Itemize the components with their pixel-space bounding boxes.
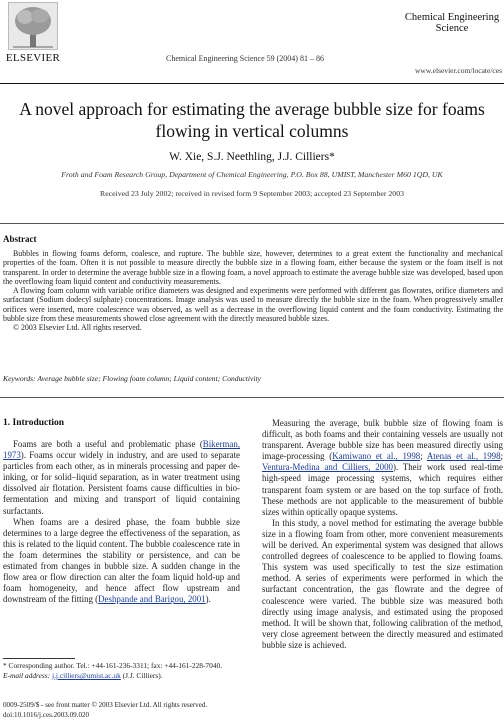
article-title: A novel approach for estimating the average bubble size for foams flowing in vertical columns <box>19 99 485 141</box>
front-matter-line: 0009-2509/$ - see front matter © 2003 Elsevier Ltd. All rights reserved. <box>3 701 208 709</box>
left-column <box>3 418 240 605</box>
affiliation: Froth and Foam Research Group, Department of Chemical Engineering, P.O. Box 88, UMIST, Manchester M60 1QD, UK <box>61 170 443 179</box>
abstract-paragraph: Bubbles in flowing foams deform, coalesce, and rupture. The bubble size, however, determines to a great extent the functionality and mechanical properties of the foam. Often it is not possible to measure directly the bubble size in a flowing foam, either because the system or the foam itself is not transparent. In order to determine the average bubble size in a flowing foam, a novel approach to estimate the average bubble size was developed, based upon the overflowing foam liquid content and conductivity measurements. <box>3 249 503 286</box>
citation-link[interactable]: Deshpande and Barigou, 2001 <box>98 594 206 605</box>
corresponding-author: * Corresponding author. Tel.: +44-161-236-3311; fax: +44-161-228-7040. <box>3 661 223 670</box>
keywords: Keywords: Average bubble size; Flowing foam column; Liquid content; Conductivity <box>3 374 261 383</box>
journal-citation: Chemical Engineering Science 59 (2004) 81 – 86 <box>166 54 324 63</box>
abstract-paragraph: A flowing foam column with variable orifice diameters was designed and experiments were performed with different gas flowrates, orifice diameters and surfactant (Sodium dodecyl sulphate) concentrations. Image analysis was used to measure directly the bubble size in the foam. When progressively smaller orifices were inserted, more coalescence was observed, as well as a decrease in the overflowing liquid content and the foam conductivity. Estimating the bubble size from these measurements showed close agreement with the directly measured bubble sizes. <box>3 286 503 324</box>
abstract-top-divider <box>0 223 504 224</box>
footnote <box>3 661 243 681</box>
received-dates: Received 23 July 2002; received in revised form 9 September 2003; accepted 23 September 2003 <box>100 189 404 198</box>
citation-link[interactable]: Bikerman, 1973 <box>3 439 240 461</box>
header-divider <box>0 83 504 84</box>
publisher-name: ELSEVIER <box>5 52 61 64</box>
issn-block <box>3 700 263 720</box>
abstract-heading: Abstract <box>3 234 37 244</box>
abstract-body <box>3 249 503 333</box>
tree-logo-icon <box>8 2 58 50</box>
footnote-divider <box>3 658 75 659</box>
email-link[interactable]: j.j.cilliers@umist.ac.uk <box>52 671 121 680</box>
intro-paragraph-3 <box>262 418 503 518</box>
journal-name: Chemical Engineering Science <box>404 12 500 34</box>
email-suffix: (J.J. Cilliers). <box>122 671 163 680</box>
citation-link[interactable]: Atenas et al., 1998 <box>426 451 501 462</box>
copyright-line: © 2003 Elsevier Ltd. All rights reserved. <box>13 323 142 333</box>
doi-line[interactable]: doi:10.1016/j.ces.2003.09.020 <box>3 711 90 719</box>
email-label: E-mail address: <box>3 671 51 680</box>
citation-link[interactable]: Kamiwano et al., 1998 <box>332 451 421 462</box>
right-column <box>262 418 503 651</box>
author-list: W. Xie, S.J. Neethling, J.J. Cilliers* <box>169 151 335 163</box>
text-run: When foams are a desired phase, the foam bubble size determines to a large degree the effectiveness of the separation, as this is related to the liquid content. The bubble coalescence rate in the foam determines the stability or persistence, and can be estimated from changes in bubble size. A sudden change in the flow area or flow direction can alter the foam liquid hold-up and foam homogeneity, and hence affect flow upstream and downstream of the fitting ( <box>3 516 240 605</box>
intro-paragraph-1 <box>3 439 240 517</box>
text-run: ; <box>420 451 427 462</box>
citation-link[interactable]: Ventura-Medina and Cilliers, 2000 <box>262 462 393 473</box>
text-run: Foams are both a useful and problematic phase ( <box>13 439 203 449</box>
text-run: ). Foams occur widely in industry, and are used to separate particles from each other, as in minerals processing and paper de-inking, or for solid–liquid separation, as in water treatment using dissolved air flotation. Persistent foams cause difficulties in bio-fermentation and mixing and transport of liquid containing surfactants. <box>3 450 240 516</box>
text-run: ). <box>205 594 211 605</box>
intro-paragraph-4: In this study, a novel method for estimating the average bubble size in a flowing foam from other, more convenient measurements will be derived. An experimental system was designed that allows controlled degrees of coalescence to be applied to flowing foams. This system was used specifically to test the size estimation method. A series of experiments were performed in which the surfactant concentration, the gas flowrate and the degree of coalescence were varied. The bubble size was measured both directly using image analysis, and estimated using the proposed method. It will be shown that, following calibration of the method, very close agreement between the directly measured and estimated bubble size is achieved. <box>262 517 503 650</box>
abstract-bottom-divider <box>0 397 504 398</box>
intro-paragraph-2 <box>3 517 240 606</box>
journal-url[interactable]: www.elsevier.com/locate/ces <box>415 66 502 75</box>
text-run: Measuring the average, bulk bubble size of flowing foam is difficult, as both foams and their containing vessels are usually not transparent. Average bubble size has been measured directly using image-processing ( <box>262 418 503 462</box>
email-line <box>3 671 243 681</box>
text-run: ; <box>500 451 503 462</box>
text-run: ). Their work used real-time high-speed image processing systems, which requires either transparent foam system or are based on the top surface of froth. These methods are not applicable to the measurement of bubble sizes within optically opaque systems. <box>262 462 503 517</box>
section-heading: 1. Introduction <box>3 418 65 428</box>
elsevier-logo <box>2 2 64 64</box>
